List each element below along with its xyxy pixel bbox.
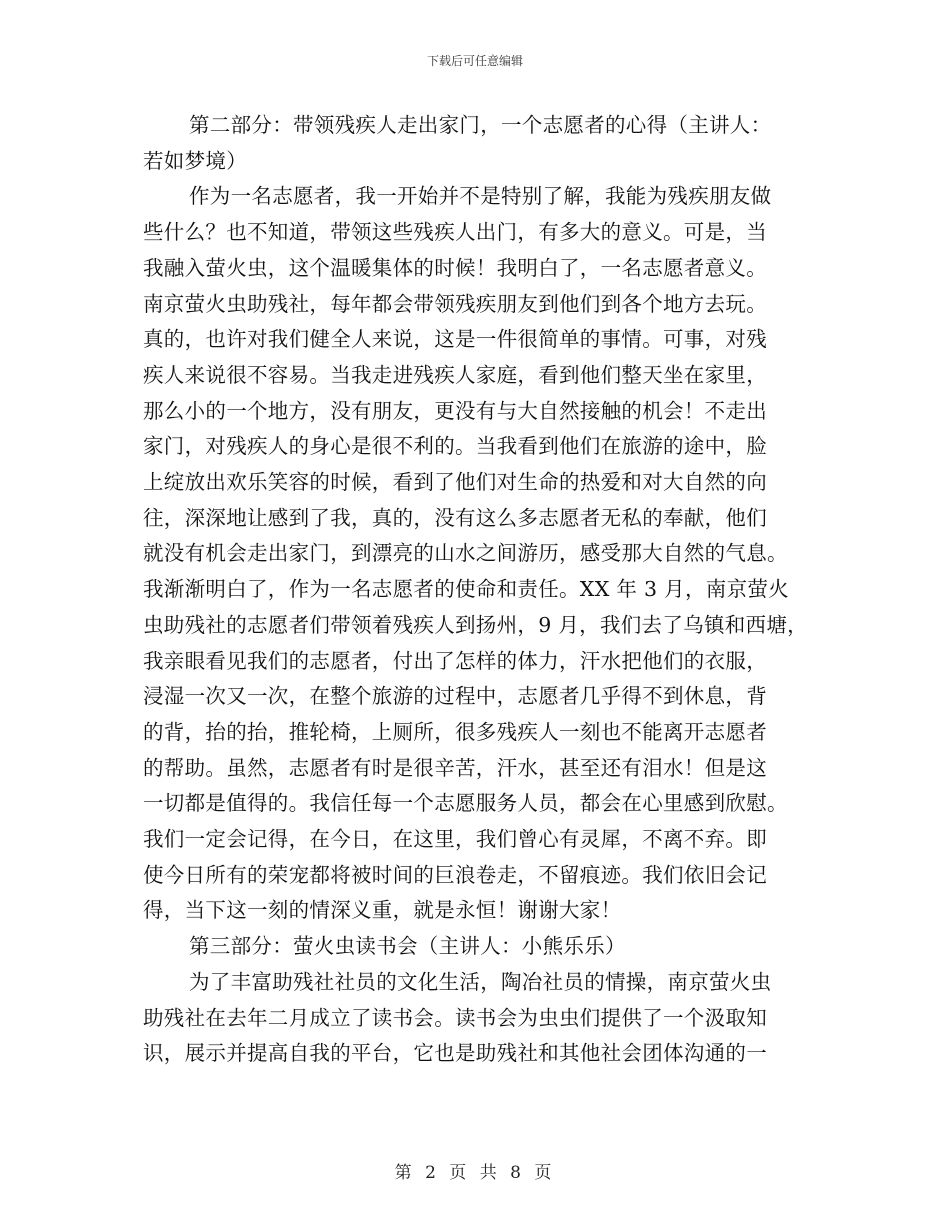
text-line: 得，当下这一刻的情深义重，就是永恒！谢谢大家！ <box>143 898 622 923</box>
text-line: 虫助残社的志愿者们带领着残疾人到扬州，9 月，我们去了乌镇和西塘， <box>143 612 808 637</box>
text-line: 我亲眼看见我们的志愿者，付出了怎样的体力，汗水把他们的衣服， <box>143 648 767 673</box>
text-line: 上绽放出欢乐笑容的时候，看到了他们对生命的热爱和对大自然的向 <box>143 470 767 495</box>
text-line: 使今日所有的荣宠都将被时间的巨浪卷走，不留痕迹。我们依旧会记 <box>143 862 767 887</box>
text-line: 疾人来说很不容易。当我走进残疾人家庭，看到他们整天坐在家里， <box>143 362 767 387</box>
text-block <box>143 108 823 1072</box>
text-line: 那么小的一个地方，没有朋友，更没有与大自然接触的机会！不走出 <box>143 398 767 423</box>
text-line: 一切都是值得的。我信任每一个志愿服务人员，都会在心里感到欣慰。 <box>143 791 788 816</box>
text-line: 作为一名志愿者，我一开始并不是特别了解，我能为残疾朋友做 <box>189 184 772 209</box>
document-body <box>143 108 823 1072</box>
text-line: 我融入萤火虫，这个温暖集体的时候！我明白了，一名志愿者意义。 <box>143 255 767 280</box>
text-line: 为了丰富助残社社员的文化生活，陶冶社员的情操，南京萤火虫 <box>189 969 772 994</box>
text-line: 浸湿一次又一次，在整个旅游的过程中，志愿者几乎得不到休息，背 <box>143 684 767 709</box>
text-line: 第二部分：带领残疾人走出家门，一个志愿者的心得（主讲人： <box>189 113 772 137</box>
text-line: 的背，抬的抬，推轮椅，上厕所，很多残疾人一刻也不能离开志愿者 <box>143 719 767 744</box>
text-line: 的帮助。虽然，志愿者有时是很辛苦，汗水，甚至还有泪水！但是这 <box>143 755 767 780</box>
text-line: 就没有机会走出家门，到漂亮的山水之间游历，感受那大自然的气息。 <box>143 541 788 566</box>
text-line: 我们一定会记得，在今日，在这里，我们曾心有灵犀，不离不弃。即 <box>143 827 767 852</box>
text-line: 往，深深地让感到了我，真的，没有这么多志愿者无私的奉献，他们 <box>143 505 767 530</box>
text-line: 若如梦境） <box>143 148 247 173</box>
text-line: 真的，也许对我们健全人来说，这是一件很简单的事情。可事，对残 <box>143 327 767 352</box>
page-header: 下载后可任意编辑 <box>426 54 523 68</box>
text-line: 家门，对残疾人的身心是很不利的。当我看到他们在旅游的途中，脸 <box>143 434 767 459</box>
text-line: 第三部分：萤火虫读书会（主讲人：小熊乐乐） <box>189 934 626 959</box>
text-line: 些什么？也不知道，带领这些残疾人出门，有多大的意义。可是，当 <box>143 220 767 245</box>
page-number-footer: 第 2 页 共 8 页 <box>394 1163 556 1183</box>
text-line: 识，展示并提高自我的平台，它也是助残社和其他社会团体沟通的一 <box>143 1041 767 1066</box>
text-line: 我渐渐明白了，作为一名志愿者的使命和责任。XX 年 3 月，南京萤火 <box>143 577 789 602</box>
text-line: 南京萤火虫助残社，每年都会带领残疾朋友到他们到各个地方去玩。 <box>143 291 767 316</box>
text-line: 助残社在去年二月成立了读书会。读书会为虫虫们提供了一个汲取知 <box>143 1005 767 1030</box>
